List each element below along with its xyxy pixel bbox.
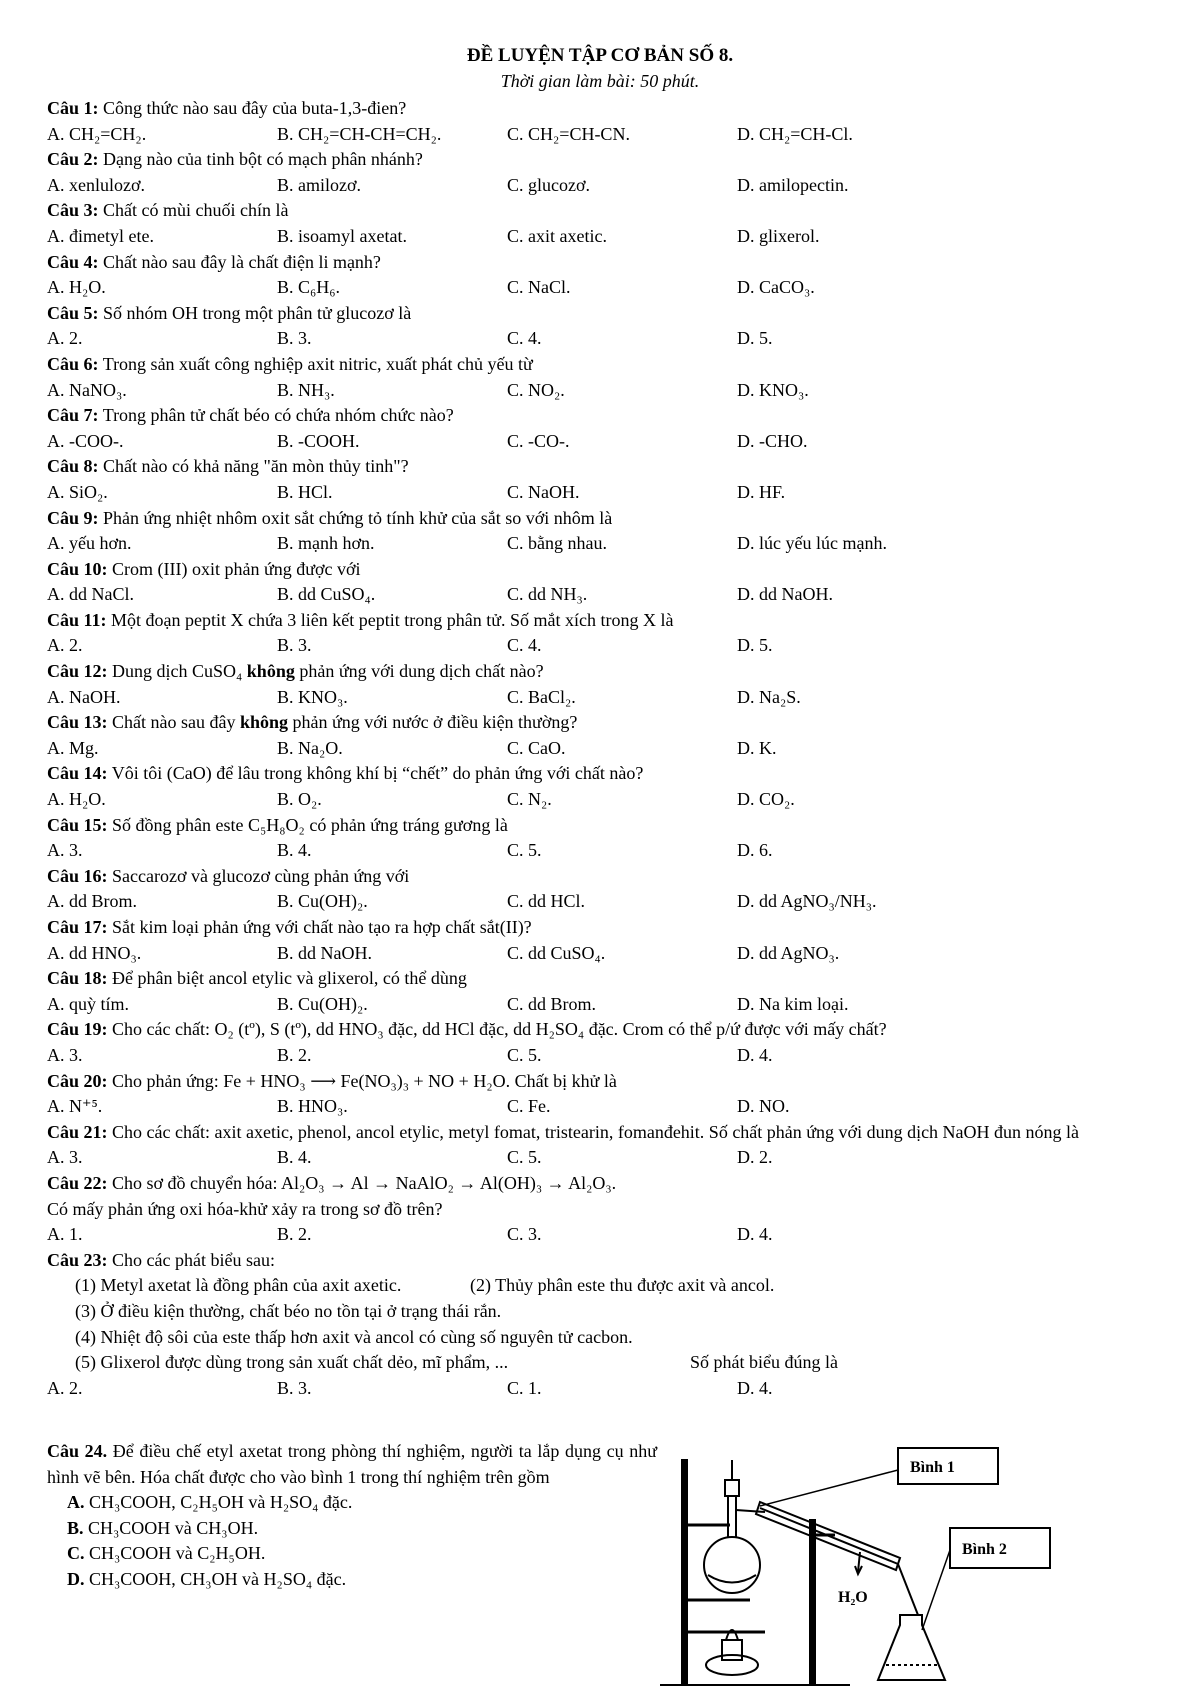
answer-option: D. lúc yếu lúc mạnh. xyxy=(737,533,887,554)
question-text: Chất nào có khả năng "ăn mòn thủy tinh"? xyxy=(103,456,409,477)
question-list xyxy=(47,96,1167,1401)
burner xyxy=(722,1640,742,1660)
question-11 xyxy=(47,608,1167,659)
question-stem xyxy=(47,198,1167,224)
emphasis-not: không xyxy=(246,661,295,682)
question-number: Câu 11: xyxy=(47,609,107,630)
answer-option: A. CH₂=CH₂. xyxy=(47,123,147,144)
question-7 xyxy=(47,403,1167,454)
answer-option: D. 4. xyxy=(737,1224,773,1245)
answer-option: B. HCl. xyxy=(277,481,333,502)
option-letter: D. xyxy=(67,1568,85,1589)
answer-options xyxy=(47,1376,1167,1402)
answer-option: A. dd Brom. xyxy=(47,891,137,912)
question-text: phản ứng với dung dịch chất nào? xyxy=(299,661,544,682)
question-number: Câu 9: xyxy=(47,507,99,528)
answer-option: D. 5. xyxy=(737,635,773,656)
answer-option: A. dd NaCl. xyxy=(47,584,134,605)
answer-option: D. 4. xyxy=(737,1377,773,1398)
answer-option: C. dd NH₃. xyxy=(507,584,588,605)
question-23 xyxy=(47,1248,1167,1402)
question-number: Câu 10: xyxy=(47,558,108,579)
question-18 xyxy=(47,966,1167,1017)
answer-option: B. Cu(OH)₂. xyxy=(277,891,368,912)
answer-option: D. 6. xyxy=(737,840,773,861)
question-number: Câu 12: xyxy=(47,661,108,682)
answer-options xyxy=(47,224,1167,250)
question-stem xyxy=(47,864,1167,890)
answer-options xyxy=(47,787,1167,813)
answer-option: B. 3. xyxy=(277,1377,312,1398)
answer-options xyxy=(47,1222,1167,1248)
answer-option: C. dd HCl. xyxy=(507,891,586,912)
answer-option: D. dd AgNO₃. xyxy=(737,942,840,963)
answer-option: C. 3. xyxy=(507,1224,542,1245)
thermometer-stopper xyxy=(725,1480,739,1496)
question-number: Câu 19: xyxy=(47,1019,108,1040)
question-text: Phản ứng nhiệt nhôm oxit sắt chứng tỏ tính khử của sắt so với nhôm là xyxy=(103,507,613,528)
answer-options xyxy=(47,480,1167,506)
question-stem xyxy=(47,710,1167,736)
answer-option: D. Na kim loại. xyxy=(737,993,849,1014)
question-8 xyxy=(47,454,1167,505)
question-number: Câu 7: xyxy=(47,405,99,426)
question-stem xyxy=(47,454,1167,480)
statement: (3) Ở điều kiện thường, chất béo no tồn tại ở trạng thái rắn. xyxy=(75,1300,502,1321)
answer-option: B. 2. xyxy=(277,1044,312,1065)
question-number: Câu 21: xyxy=(47,1121,108,1142)
answer-options xyxy=(47,582,1167,608)
question-stem xyxy=(47,352,1167,378)
answer-option: D. amilopectin. xyxy=(737,174,849,195)
answer-option: C. axit axetic. xyxy=(507,225,607,246)
question-text: Cho các chất: axit axetic, phenol, ancol etylic, metyl fomat, tristearin, fomanđehit. Số chất phản ứng với dung dịch NaOH đun nóng là xyxy=(112,1121,1080,1142)
answer-option: A. SiO₂. xyxy=(47,481,108,502)
statement: (1) Metyl axetat là đồng phân của axit axetic. xyxy=(75,1275,402,1296)
statement-row xyxy=(47,1325,1167,1351)
answer-option: B. O₂. xyxy=(277,789,322,810)
question-19 xyxy=(47,1017,1167,1068)
answer-option: D. 4. xyxy=(737,1044,773,1065)
option-letter: B. xyxy=(67,1517,84,1538)
answer-option: B. HNO₃. xyxy=(277,1096,348,1117)
question-stem xyxy=(47,915,1167,941)
question-number: Câu 8: xyxy=(47,456,99,477)
question-stem xyxy=(47,96,1167,122)
question-17 xyxy=(47,915,1167,966)
answer-options xyxy=(47,429,1167,455)
burner-base xyxy=(706,1655,758,1675)
answer-option: C. CaO. xyxy=(507,737,566,758)
question-4 xyxy=(47,250,1167,301)
question-text: Chất có mùi chuối chín là xyxy=(103,200,289,221)
question-stem xyxy=(47,1171,1167,1197)
distillation-apparatus-diagram xyxy=(660,1440,1120,1690)
answer-option: B. CH₂=CH-CH=CH₂. xyxy=(277,123,442,144)
answer-option: C. 5. xyxy=(507,1044,542,1065)
question-stem xyxy=(47,250,1167,276)
answer-option: B. 4. xyxy=(277,840,312,861)
answer-option: D. K. xyxy=(737,737,777,758)
answer-option: D. dd NaOH. xyxy=(737,584,833,605)
question-number: Câu 4: xyxy=(47,251,99,272)
question-22 xyxy=(47,1171,1167,1248)
answer-options xyxy=(47,173,1167,199)
condenser-outlet xyxy=(898,1564,918,1615)
question-text: Số đồng phân este C₅H₈O₂ có phản ứng tráng gương là xyxy=(112,814,508,835)
option-text: CH₃COOH và C₂H₅OH. xyxy=(89,1543,266,1564)
question-10 xyxy=(47,557,1167,608)
question-number: Câu 23: xyxy=(47,1249,108,1270)
answer-option: C. CH₂=CH-CN. xyxy=(507,123,630,144)
question-text: Trong sản xuất công nghiệp axit nitric, xuất phát chủ yếu từ xyxy=(102,353,533,374)
question-number: Câu 16: xyxy=(47,865,108,886)
answer-option: D. HF. xyxy=(737,481,786,502)
question-6 xyxy=(47,352,1167,403)
question-number: Câu 18: xyxy=(47,968,108,989)
question-text: Trong phân tử chất béo có chứa nhóm chức nào? xyxy=(102,405,454,426)
answer-option: B. NH₃. xyxy=(277,379,335,400)
answer-option: B. amilozơ. xyxy=(277,174,362,195)
question-3 xyxy=(47,198,1167,249)
question-21 xyxy=(47,1120,1167,1171)
question-stem xyxy=(47,506,1167,532)
answer-option: C. BaCl₂. xyxy=(507,686,576,707)
label-flask-2: Bình 2 xyxy=(962,1541,1007,1558)
question-text: Số nhóm OH trong một phân tử glucozơ là xyxy=(103,302,412,323)
answer-option: C. Fe. xyxy=(507,1096,551,1117)
answer-options xyxy=(47,275,1167,301)
question-text: Để điều chế etyl axetat trong phòng thí nghiệm, người ta lắp dụng cụ như hình vẽ bên. Hóa chất được cho vào bình 1 trong thí nghiệm trên gồm xyxy=(47,1441,657,1487)
statement: (2) Thủy phân este thu được axit và ancol. xyxy=(470,1275,775,1296)
question-5 xyxy=(47,301,1167,352)
answer-option: C. dd CuSO₄. xyxy=(507,942,606,963)
answer-options xyxy=(47,378,1167,404)
answer-options xyxy=(47,992,1167,1018)
question-stem xyxy=(47,1069,1167,1095)
answer-option: C. N₂. xyxy=(507,789,552,810)
question-2 xyxy=(47,147,1167,198)
answer-option: A. H₂O. xyxy=(47,789,106,810)
flask-1 xyxy=(704,1537,760,1593)
question-number: Câu 3: xyxy=(47,200,99,221)
answer-option: A. 2. xyxy=(47,1377,83,1398)
answer-option: C. NaOH. xyxy=(507,481,580,502)
answer-option: B. mạnh hơn. xyxy=(277,533,375,554)
question-20 xyxy=(47,1069,1167,1120)
answer-option: D. 5. xyxy=(737,328,773,349)
question-text: Cho phản ứng: Fe + HNO₃ ⟶ Fe(NO₃)₃ + NO + H₂O. Chất bị khử là xyxy=(112,1070,617,1091)
answer-option: D. -CHO. xyxy=(737,430,808,451)
answer-option: A. đimetyl ete. xyxy=(47,225,154,246)
emphasis-not: không xyxy=(239,712,289,733)
question-number: Câu 17: xyxy=(47,917,108,937)
question-stem xyxy=(47,403,1167,429)
statement: (5) Glixerol được dùng trong sản xuất chất dẻo, mĩ phẩm, ... xyxy=(75,1352,509,1373)
answer-options xyxy=(47,326,1167,352)
question-number: Câu 24. xyxy=(47,1441,108,1461)
answer-option: B. C₆H₆. xyxy=(277,277,341,298)
question-text: phản ứng với nước ở điều kiện thường? xyxy=(292,712,578,733)
answer-option: A. 3. xyxy=(47,1044,83,1065)
question-text: Công thức nào sau đây của buta-1,3-đien? xyxy=(103,98,407,118)
answer-option: D. CH₂=CH-Cl. xyxy=(737,123,853,144)
question-9 xyxy=(47,506,1167,557)
question-number: Câu 6: xyxy=(47,353,99,374)
question-text: Cho các phát biểu sau: xyxy=(112,1249,275,1270)
answer-option: A. Mg. xyxy=(47,737,99,758)
answer-option: C. 4. xyxy=(507,328,542,349)
answer-option: A. NaNO₃. xyxy=(47,379,127,400)
label-flask-1: Bình 1 xyxy=(910,1459,955,1476)
answer-option: B. dd NaOH. xyxy=(277,942,372,963)
flask-2 xyxy=(878,1615,945,1680)
answer-option: B. dd CuSO₄. xyxy=(277,584,376,605)
leader-line-flask-1 xyxy=(760,1470,898,1506)
answer-option: A. -COO-. xyxy=(47,430,124,451)
answer-option: C. 4. xyxy=(507,635,542,656)
question-number: Câu 5: xyxy=(47,302,99,323)
question-15 xyxy=(47,813,1167,864)
answer-option: C. 5. xyxy=(507,1147,542,1168)
answer-option: C. 5. xyxy=(507,840,542,861)
question-stem xyxy=(47,301,1167,327)
question-text: Chất nào sau đây là chất điện li mạnh? xyxy=(103,251,381,272)
question-number: Câu 22: xyxy=(47,1172,108,1193)
statement-row xyxy=(47,1273,1167,1299)
question-text: Dung dịch CuSO₄ xyxy=(112,661,243,682)
option-letter: A. xyxy=(67,1492,85,1513)
option-text: CH₃COOH và CH₃OH. xyxy=(88,1517,259,1538)
question-text: Crom (III) oxit phản ứng được với xyxy=(112,558,361,579)
answer-options xyxy=(47,889,1167,915)
question-stem xyxy=(47,1120,1167,1146)
question-stem xyxy=(47,966,1167,992)
question-number: Câu 2: xyxy=(47,149,99,170)
statement: (4) Nhiệt độ sôi của este thấp hơn axit và ancol có cùng số nguyên tử cacbon. xyxy=(75,1326,633,1347)
answer-option xyxy=(47,1490,657,1516)
answer-option: C. dd Brom. xyxy=(507,993,597,1014)
answer-option: D. 2. xyxy=(737,1147,773,1168)
question-text-line-2: Có mấy phản ứng oxi hóa-khử xảy ra trong sơ đồ trên? xyxy=(47,1198,443,1219)
answer-option: A. 3. xyxy=(47,840,83,861)
question-number: Câu 14: xyxy=(47,763,108,784)
answer-option: A. 1. xyxy=(47,1224,83,1245)
answer-option: D. CaCO₃. xyxy=(737,277,815,298)
answer-option: C. glucozơ. xyxy=(507,174,591,195)
answer-option: D. KNO₃. xyxy=(737,379,809,400)
answer-options xyxy=(47,941,1167,967)
question-text: Dạng nào của tinh bột có mạch phân nhánh? xyxy=(103,149,423,170)
label-water: H₂O xyxy=(838,1589,868,1606)
answer-option: A. 2. xyxy=(47,635,83,656)
question-text: Sắt kim loại phản ứng với chất nào tạo ra hợp chất sắt(II)? xyxy=(112,917,532,937)
answer-option: B. 4. xyxy=(277,1147,312,1168)
answer-option: B. -COOH. xyxy=(277,430,360,451)
answer-options xyxy=(47,1094,1167,1120)
statement-row xyxy=(47,1299,1167,1325)
answer-option: C. -CO-. xyxy=(507,430,570,451)
answer-options xyxy=(47,1043,1167,1069)
question-stem xyxy=(47,608,1167,634)
question-stem xyxy=(47,1017,1167,1043)
answer-options xyxy=(47,685,1167,711)
option-text: CH₃COOH, CH₃OH và H₂SO₄ đặc. xyxy=(89,1568,347,1589)
answer-option: B. isoamyl axetat. xyxy=(277,225,407,246)
answer-option: D. dd AgNO₃/NH₃. xyxy=(737,891,877,912)
answer-option: B. Cu(OH)₂. xyxy=(277,993,368,1014)
answer-option: A. NaOH. xyxy=(47,686,121,707)
question-13 xyxy=(47,710,1167,761)
question-24 xyxy=(47,1439,657,1593)
answer-option: B. KNO₃. xyxy=(277,686,348,707)
answer-option: D. CO₂. xyxy=(737,789,795,810)
answer-option: C. NaCl. xyxy=(507,277,571,298)
stand-rod-left xyxy=(682,1460,687,1685)
flask-liquid xyxy=(708,1575,756,1583)
statement-row xyxy=(47,1350,1167,1376)
question-text: Vôi tôi (CaO) để lâu trong không khí bị “chết” do phản ứng với chất nào? xyxy=(111,763,644,784)
answer-option: C. NO₂. xyxy=(507,379,565,400)
answer-option: B. 3. xyxy=(277,635,312,656)
question-stem xyxy=(47,557,1167,583)
answer-option: A. yếu hơn. xyxy=(47,533,132,554)
answer-option: B. Na₂O. xyxy=(277,737,343,758)
question-text: Saccarozơ và glucozơ cùng phản ứng với xyxy=(112,865,410,886)
answer-option xyxy=(47,1541,657,1567)
question-text: Để phân biệt ancol etylic và glixerol, có thể dùng xyxy=(112,968,467,989)
answer-options xyxy=(47,1145,1167,1171)
option-text: CH₃COOH, C₂H₅OH và H₂SO₄ đặc. xyxy=(89,1492,353,1513)
question-text: Cho sơ đồ chuyển hóa: Al₂O₃ → Al → NaAlO₂ → Al(OH)₃ → Al₂O₃. xyxy=(112,1172,617,1193)
answer-option: D. Na₂S. xyxy=(737,686,801,707)
answer-option: D. NO. xyxy=(737,1096,790,1117)
question-text: Chất nào sau đây xyxy=(112,712,236,733)
question-stem xyxy=(47,761,1167,787)
side-arm xyxy=(736,1510,765,1512)
question-stem xyxy=(47,659,1167,685)
question-text: Một đoạn peptit X chứa 3 liên kết peptit trong phân tử. Số mắt xích trong X là xyxy=(111,609,674,630)
answer-option: B. 3. xyxy=(277,328,312,349)
answer-option xyxy=(47,1567,657,1593)
answer-option: A. 3. xyxy=(47,1147,83,1168)
answer-options xyxy=(47,633,1167,659)
question-number: Câu 15: xyxy=(47,814,108,835)
question-stem xyxy=(47,147,1167,173)
leader-line-flask-2 xyxy=(922,1550,950,1630)
answer-option: A. H₂O. xyxy=(47,277,106,298)
question-number: Câu 20: xyxy=(47,1070,108,1091)
answer-option: B. 2. xyxy=(277,1224,312,1245)
stand-rod-right xyxy=(810,1520,815,1685)
answer-option: A. dd HNO₃. xyxy=(47,942,142,963)
answer-option: A. quỳ tím. xyxy=(47,993,130,1014)
question-number: Câu 13: xyxy=(47,712,108,733)
answer-options xyxy=(47,838,1167,864)
exam-title: ĐỀ LUYỆN TẬP CƠ BẢN SỐ 8. xyxy=(466,45,734,66)
question-number: Câu 1: xyxy=(47,98,99,118)
question-14 xyxy=(47,761,1167,812)
question-stem xyxy=(47,1248,1167,1274)
question-text: Cho các chất: O₂ (tº), S (tº), dd HNO₃ đặc, dd HCl đặc, dd H₂SO₄ đặc. Crom có thể p/ứ được với mấy chất? xyxy=(112,1019,887,1040)
answer-option: A. N⁺⁵. xyxy=(47,1096,103,1117)
question-stem xyxy=(47,1439,657,1490)
answer-option: A. xenlulozơ. xyxy=(47,174,145,195)
answer-options xyxy=(47,736,1167,762)
answer-options xyxy=(47,531,1167,557)
answer-option: D. glixerol. xyxy=(737,225,820,246)
answer-option: C. bằng nhau. xyxy=(507,533,607,554)
question-stem xyxy=(47,813,1167,839)
question-12 xyxy=(47,659,1167,710)
question-16 xyxy=(47,864,1167,915)
answer-option: C. 1. xyxy=(507,1377,542,1398)
answer-options xyxy=(47,122,1167,148)
exam-time-limit: Thời gian làm bài: 50 phút. xyxy=(500,71,700,91)
answer-option xyxy=(47,1516,657,1542)
statement-prompt: Số phát biểu đúng là xyxy=(690,1352,838,1373)
option-letter: C. xyxy=(67,1543,85,1564)
answer-option: A. 2. xyxy=(47,328,83,349)
question-1 xyxy=(47,96,1167,147)
